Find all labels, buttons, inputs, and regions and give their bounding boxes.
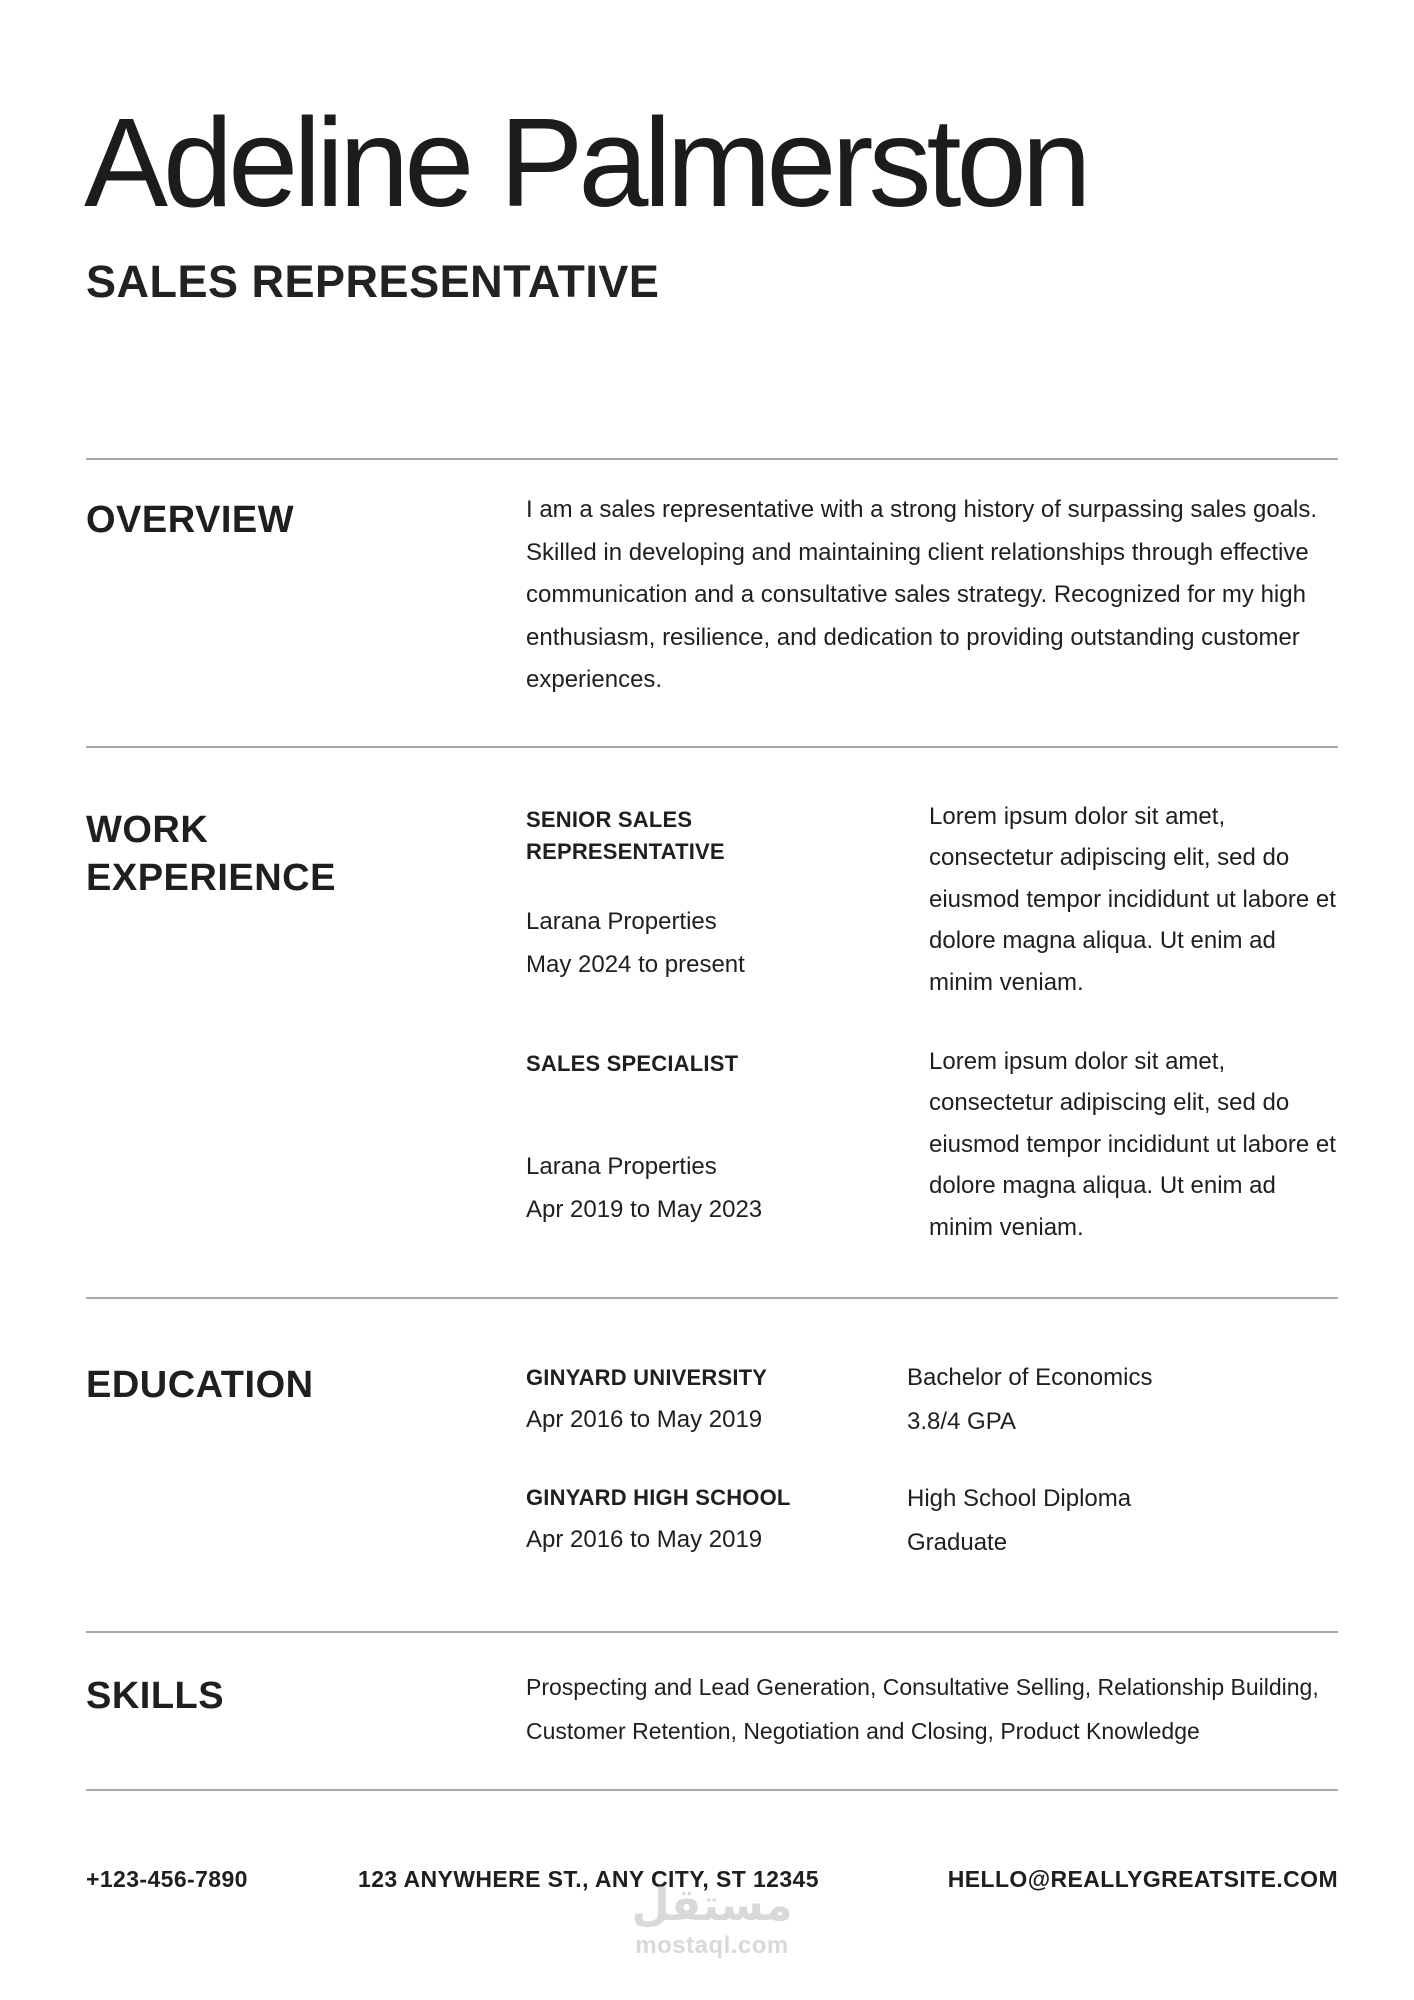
overview-text: I am a sales representative with a strong history of surpassing sales goals. Skilled in developing and maintaining client relationships through effective communication and a consultative sales strategy. Recognized for my high enthusiasm, resilience, and dedication to providing outstanding customer experiences. (526, 496, 1318, 693)
degree-detail: Graduate (907, 1529, 1008, 1556)
job-company: Larana Properties (526, 908, 717, 935)
skills-text: Prospecting and Lead Generation, Consultative Selling, Relationship Building, Customer Retention, Negotiation and Closing, Product Knowledge (526, 1674, 1319, 1744)
contact-address: 123 ANYWHERE ST., ANY CITY, ST 12345 (358, 1866, 819, 1892)
divider (86, 458, 1338, 460)
work-experience-heading-line2: EXPERIENCE (86, 857, 336, 899)
contact-phone: +123-456-7890 (86, 1866, 248, 1892)
overview-heading: OVERVIEW (86, 499, 295, 541)
education-dates: Apr 2016 to May 2019 (526, 1526, 763, 1553)
degree-info (907, 1477, 1307, 1565)
job-title: SALES REPRESENTATIVE (86, 256, 660, 307)
divider (86, 746, 1338, 748)
work-experience-heading-line1: WORK (86, 809, 209, 851)
school-name: GINYARD HIGH SCHOOL (526, 1485, 791, 1510)
education-entry (526, 1478, 886, 1562)
job-position: SENIOR SALES REPRESENTATIVE (526, 807, 725, 864)
degree-info (907, 1356, 1307, 1444)
education-entry (526, 1358, 886, 1442)
degree-detail: 3.8/4 GPA (907, 1408, 1016, 1435)
job-description: Lorem ipsum dolor sit amet, consectetur adipiscing elit, sed do eiusmod tempor incididunt ut labore et dolore magna aliqua. Ut enim ad minim veniam. (929, 1048, 1336, 1241)
divider (86, 1789, 1338, 1791)
education-dates: Apr 2016 to May 2019 (526, 1406, 763, 1433)
job-company-and-dates (526, 901, 906, 986)
contact-email: HELLO@REALLYGREATSITE.COM (947, 1866, 1338, 1892)
divider (86, 1631, 1338, 1633)
watermark (622, 1880, 802, 1960)
divider (86, 1297, 1338, 1299)
job-company-and-dates (526, 1146, 906, 1231)
education-heading: EDUCATION (86, 1364, 314, 1406)
degree-name: Bachelor of Economics (907, 1364, 1153, 1391)
degree-name: High School Diploma (907, 1485, 1132, 1512)
school-name: GINYARD UNIVERSITY (526, 1365, 768, 1390)
work-experience-heading (86, 806, 336, 902)
job-position: SALES SPECIALIST (526, 1051, 739, 1076)
candidate-name: Adeline Palmerston (84, 92, 1087, 233)
skills-heading: SKILLS (86, 1675, 225, 1717)
job-dates: Apr 2019 to May 2023 (526, 1195, 763, 1223)
job-description: Lorem ipsum dolor sit amet, consectetur adipiscing elit, sed do eiusmod tempor incididunt ut labore et dolore magna aliqua. Ut enim ad minim veniam. (929, 803, 1336, 996)
watermark-arabic-text: مستقل (631, 1880, 793, 1931)
watermark-latin-text: mostaql.com (635, 1932, 789, 1959)
job-company: Larana Properties (526, 1153, 717, 1180)
job-dates: May 2024 to present (526, 950, 745, 978)
